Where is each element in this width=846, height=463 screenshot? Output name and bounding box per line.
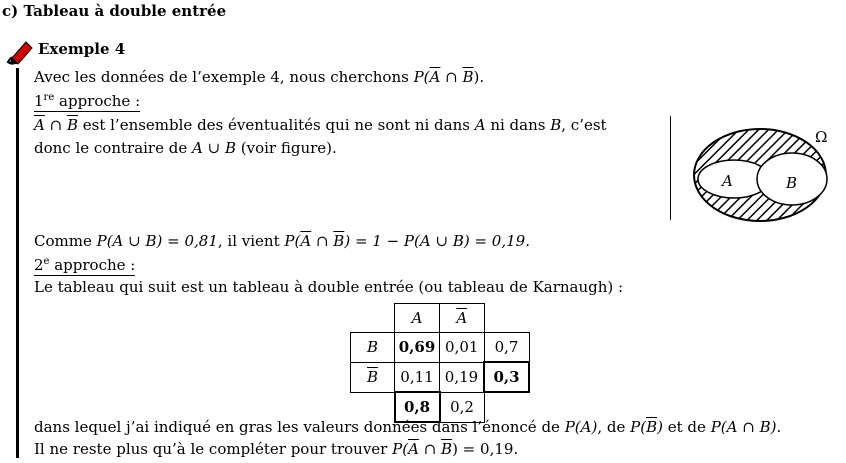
total-a: 0,8 <box>395 392 440 422</box>
example-bar <box>16 68 19 458</box>
cell-not-b-a: 0,11 <box>395 362 440 392</box>
approach-2-heading: 2e approche : <box>34 256 136 274</box>
intro-line: Avec les données de l’exemple 4, nous cherchons $P(\overline{A}$ ∩ $\overline{B}$). <box>34 68 485 86</box>
row-label-not-b: $\overline{B}$ <box>351 362 395 392</box>
cell-not-b-not-a: 0,19 <box>440 362 485 392</box>
table-row <box>351 333 530 363</box>
para1-line2: donc le contraire de A ∪ B (voir figure). <box>34 139 337 157</box>
table-header-row <box>351 304 530 333</box>
row-label-b: B <box>351 333 395 363</box>
header-a: A <box>395 304 440 333</box>
section-title: c) Tableau à double entrée <box>2 2 227 20</box>
comme-line: Comme P(A ∪ B) = 0,81, il vient $P(\overline{A}$ ∩ $\overline{B}) = 1 - P(A$ ∪ B) = 0,19. <box>34 232 530 250</box>
set-b-label: B <box>786 174 798 192</box>
cell-not-b-total: 0,3 <box>484 362 529 392</box>
venn-diagram <box>690 118 840 228</box>
total-not-a: 0,2 <box>440 392 485 422</box>
pencil-icon <box>4 36 34 68</box>
set-a-label: A <box>722 172 733 190</box>
cell-b-a: 0,69 <box>395 333 440 363</box>
final-line2: Il ne reste plus qu’à le compléter pour trouver $P(\overline{A}$ ∩ $\overline{B}) = 0,19$. <box>34 440 519 458</box>
table-intro: Le tableau qui suit est un tableau à double entrée (ou tableau de Karnaugh) : <box>34 278 624 296</box>
table-row <box>351 362 530 392</box>
figure-separator <box>670 116 671 220</box>
approach-1-heading: 1re approche : <box>34 92 141 110</box>
final-line1: dans lequel j’ai indiqué en gras les valeurs données dans l’énoncé de P(A), de $P(\overline{B})$ et de P(A ∩ B). <box>34 418 782 436</box>
cell-b-total: 0,7 <box>484 333 529 363</box>
cell-b-not-a: 0,01 <box>440 333 485 363</box>
example-title: Exemple 4 <box>38 40 126 58</box>
header-not-a: $\overline{A}$ <box>440 304 485 333</box>
para1-line1: $\overline{A}$ ∩ $\overline{B}$ est l’ensemble des éventualités qui ne sont ni dans A ni dans B, c’est <box>34 116 607 134</box>
karnaugh-table <box>350 303 530 423</box>
omega-label: Ω <box>815 128 828 146</box>
